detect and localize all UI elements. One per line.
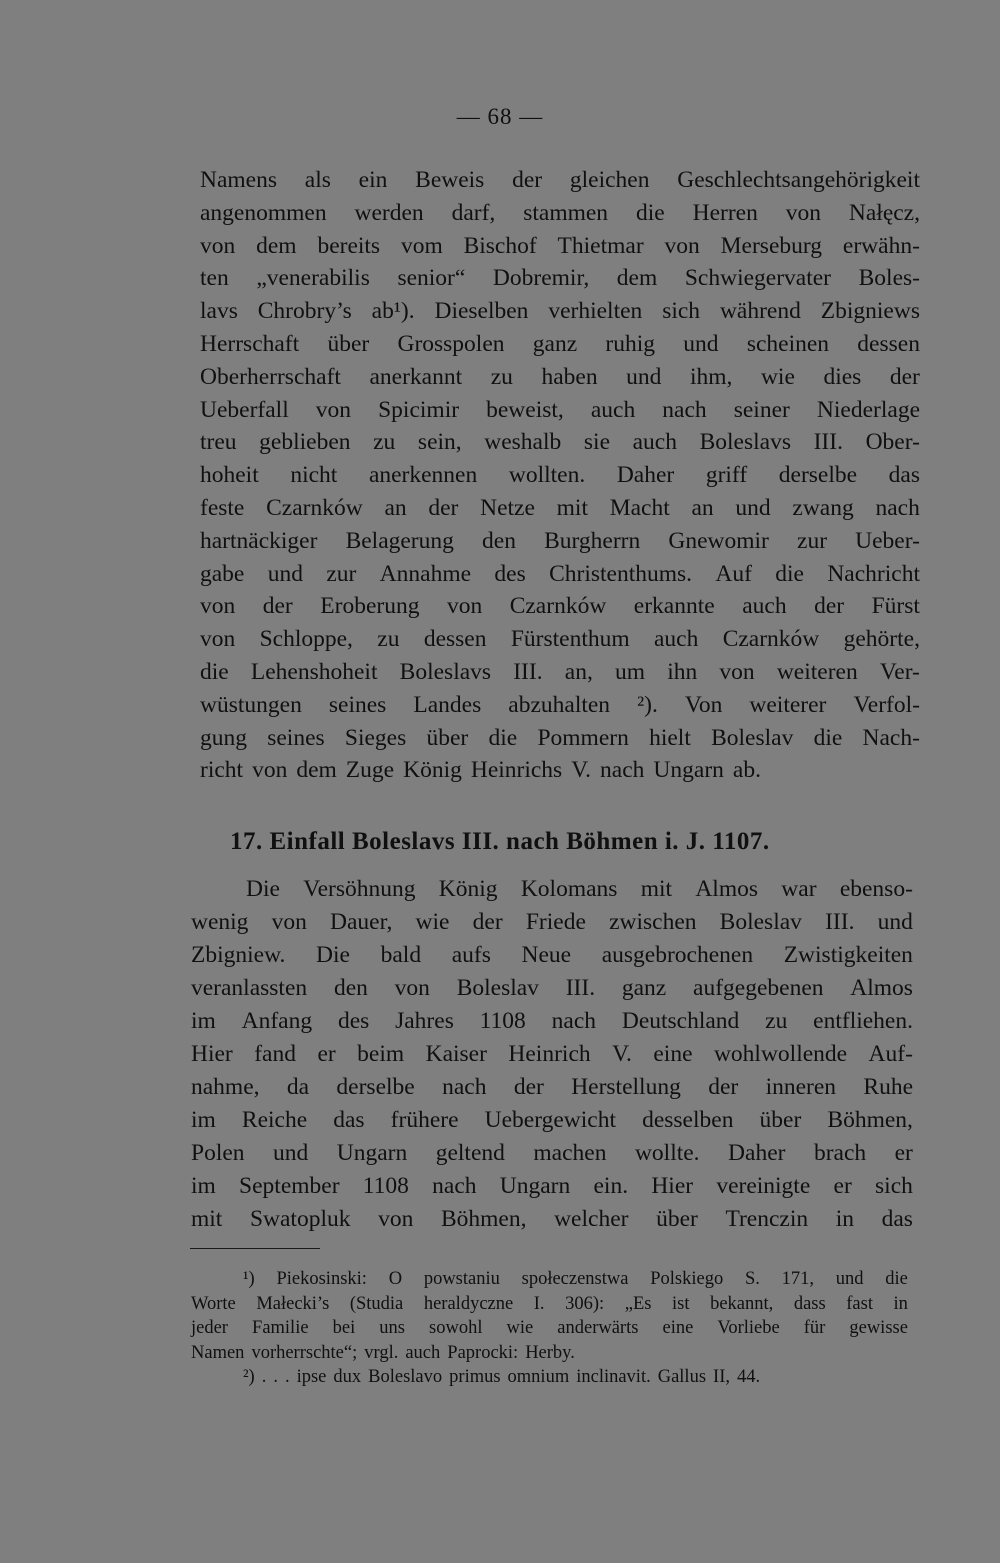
body-line: Zbigniew. Die bald aufs Neue ausgebrochenen Zwistigkeiten bbox=[191, 942, 913, 968]
body-line: Hier fand er beim Kaiser Heinrich V. eine wohlwollende Auf- bbox=[191, 1041, 913, 1067]
body-line: veranlassten den von Boleslav III. ganz aufgegebenen Almos bbox=[191, 975, 913, 1001]
footnote-line: ²) . . . ipse dux Boleslavo primus omnium inclinavit. Gallus II, 44. bbox=[243, 1367, 761, 1387]
body-line: angenommen werden darf, stammen die Herren von Nałęcz, bbox=[200, 199, 920, 226]
body-line: wenig von Dauer, wie der Friede zwischen Boleslav III. und bbox=[191, 909, 913, 935]
body-line: Namens als ein Beweis der gleichen Geschlechtsangehörigkeit bbox=[200, 167, 920, 193]
body-line: Oberherrschaft anerkannt zu haben und ihm, wie dies der bbox=[200, 363, 920, 390]
footnote-line: Worte Małecki’s (Studia heraldyczne I. 306): „Es ist bekannt, dass fast in bbox=[191, 1293, 908, 1314]
body-line: richt von dem Zuge König Heinrichs V. nach Ungarn ab. bbox=[200, 757, 761, 784]
footnote-line: ¹) Piekosinski: O powstaniu społeczenstwa Polskiego S. 171, und die bbox=[243, 1269, 908, 1289]
body-line: gung seines Sieges über die Pommern hielt Boleslav die Nach- bbox=[200, 724, 920, 751]
body-line: von Schloppe, zu dessen Fürstenthum auch Czarnków gehörte, bbox=[200, 626, 920, 653]
body-line: im Reiche das frühere Uebergewicht desselben über Böhmen, bbox=[191, 1107, 913, 1133]
body-line: ten „venerabilis senior“ Dobremir, dem Schwiegervater Boles- bbox=[200, 265, 920, 292]
body-line: hartnäckiger Belagerung den Burgherrn Gnewomir zur Ueber- bbox=[200, 527, 920, 554]
footnote-separator bbox=[190, 1248, 320, 1249]
body-line: gabe und zur Annahme des Christenthums. Auf die Nachricht bbox=[200, 560, 920, 587]
body-line: nahme, da derselbe nach der Herstellung der inneren Ruhe bbox=[191, 1074, 913, 1100]
body-line: Herrschaft über Grosspolen ganz ruhig und scheinen dessen bbox=[200, 331, 920, 357]
page-number: — 68 — bbox=[456, 104, 544, 129]
body-line: treu geblieben zu sein, weshalb sie auch Boleslavs III. Ober- bbox=[200, 429, 920, 456]
body-line: die Lehenshoheit Boleslavs III. an, um ihn von weiteren Ver- bbox=[200, 659, 920, 685]
footnote-line: jeder Familie bei uns sowohl wie anderwärts eine Vorliebe für gewisse bbox=[191, 1318, 908, 1338]
body-line: Ueberfall von Spicimir beweist, auch nach seiner Niederlage bbox=[200, 396, 920, 423]
body-line: von der Eroberung von Czarnków erkannte auch der Fürst bbox=[200, 593, 920, 620]
body-line: Polen und Ungarn geltend machen wollte. Daher brach er bbox=[191, 1140, 913, 1166]
body-line: wüstungen seines Landes abzuhalten ²). Von weiterer Verfol- bbox=[200, 691, 920, 718]
section-heading: 17. Einfall Boleslavs III. nach Böhmen i. J. 1107. bbox=[230, 828, 770, 855]
footnote-line: Namen vorherrschte“; vrgl. auch Paprocki: Herby. bbox=[191, 1342, 575, 1363]
body-line: im Anfang des Jahres 1108 nach Deutschland zu entfliehen. bbox=[191, 1008, 913, 1034]
body-line: feste Czarnków an der Netze mit Macht an und zwang nach bbox=[200, 495, 920, 521]
body-line: hoheit nicht anerkennen wollten. Daher griff derselbe das bbox=[200, 462, 920, 489]
body-line: im September 1108 nach Ungarn ein. Hier vereinigte er sich bbox=[191, 1173, 913, 1199]
body-line: von dem bereits vom Bischof Thietmar von Merseburg erwähn- bbox=[200, 232, 920, 259]
body-line: lavs Chrobry’s ab¹). Dieselben verhielten sich während Zbigniews bbox=[200, 298, 920, 325]
body-line: Die Versöhnung König Kolomans mit Almos war ebenso- bbox=[246, 876, 913, 902]
body-line: mit Swatopluk von Böhmen, welcher über Trenczin in das bbox=[191, 1206, 913, 1232]
